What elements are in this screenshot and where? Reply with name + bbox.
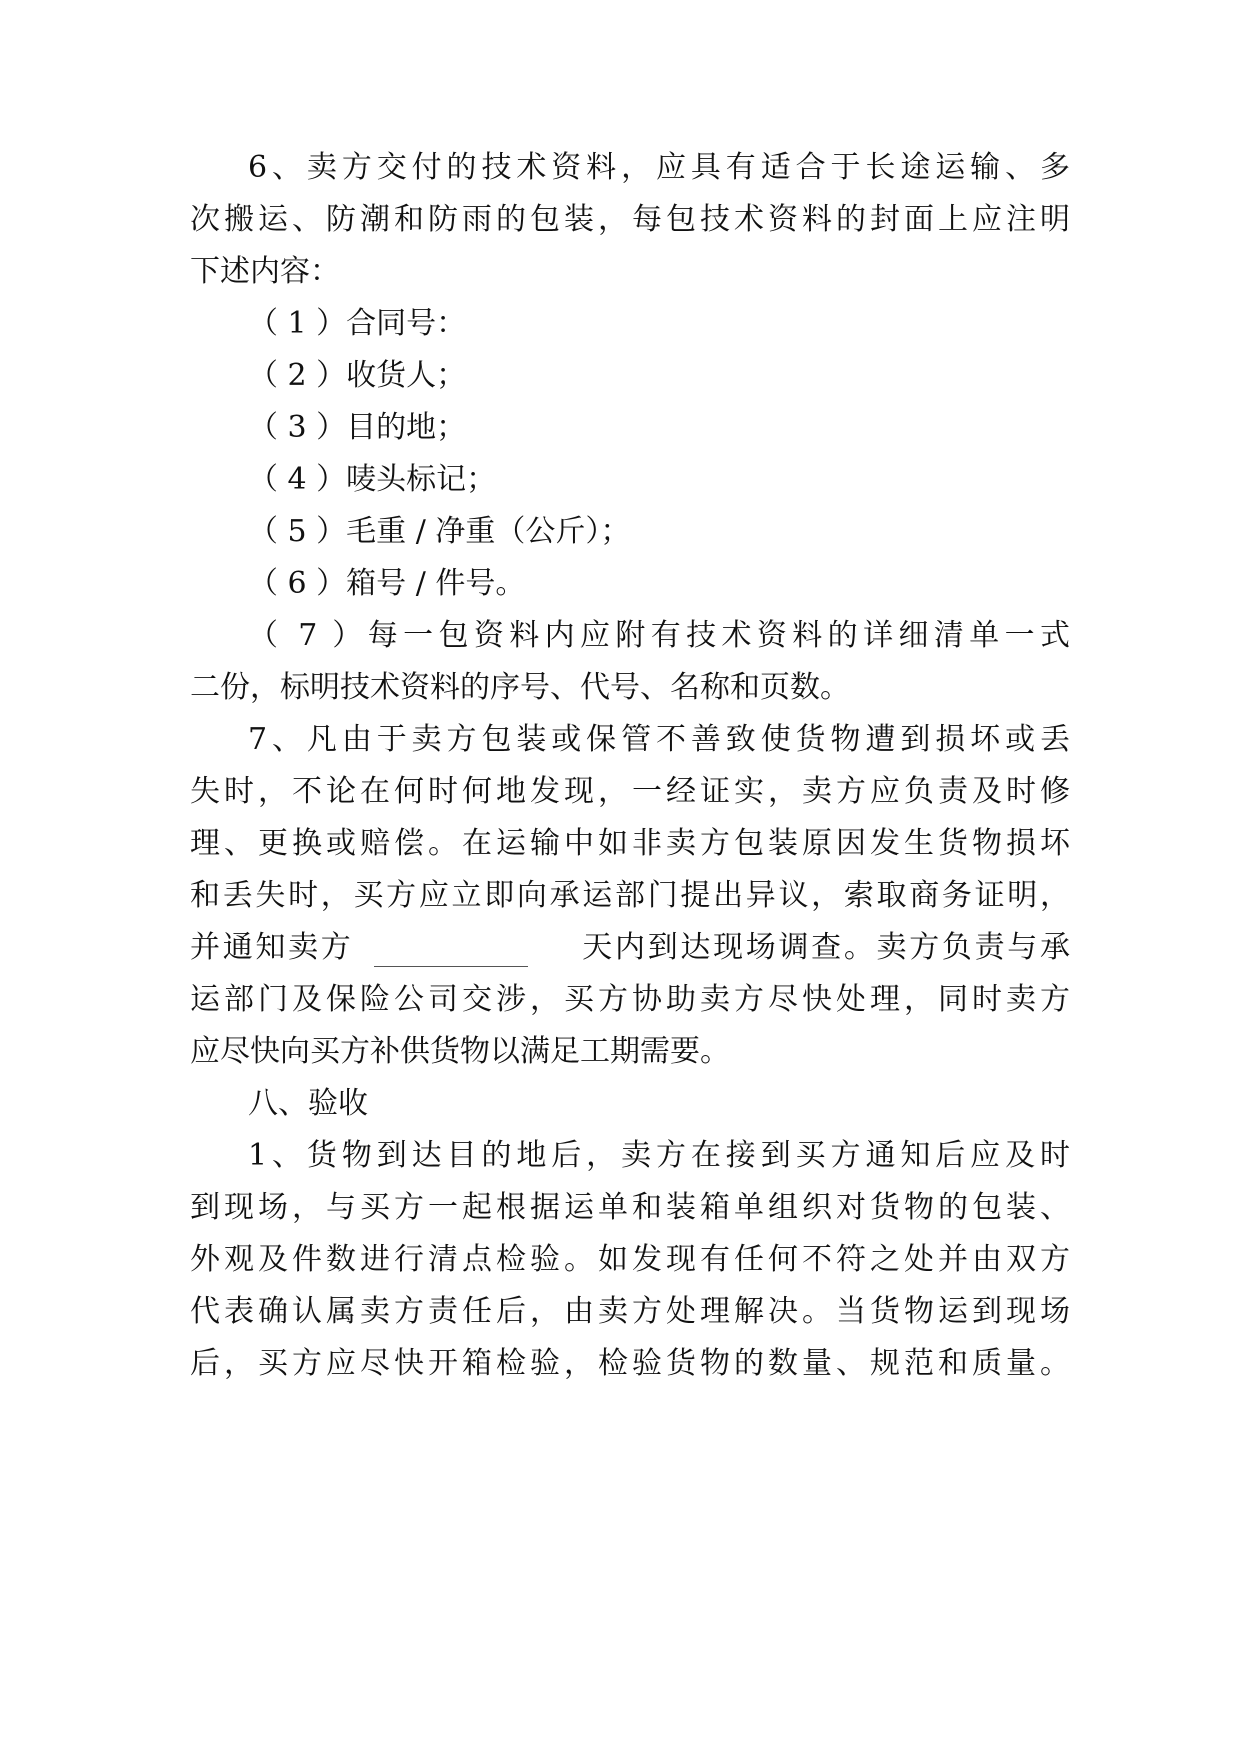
paragraph-7-line-1: 7、凡由于卖方包装或保管不善致使货物遭到损坏或丢 bbox=[248, 722, 1070, 757]
list-item-1: （ 1 ）合同号： bbox=[248, 306, 467, 341]
list-item-5: （ 5 ）毛重 / 净重（公斤）； bbox=[248, 514, 631, 549]
section-heading-acceptance: 八、验收 bbox=[248, 1086, 368, 1121]
paragraph-6-line-1: 6、卖方交付的技术资料，应具有适合于长途运输、多 bbox=[248, 150, 1070, 185]
paragraph-6-line-3: 下述内容： bbox=[190, 254, 340, 289]
list-item-4: （ 4 ）唛头标记； bbox=[248, 462, 497, 497]
paragraph-7-line-3: 理、更换或赔偿。在运输中如非卖方包装原因发生货物损坏 bbox=[190, 826, 1070, 861]
acceptance-para-1-line-3: 外观及件数进行清点检验。如发现有任何不符之处并由双方 bbox=[190, 1242, 1070, 1277]
paragraph-7-line-7: 应尽快向买方补供货物以满足工期需要。 bbox=[190, 1034, 730, 1069]
list-item-6: （ 6 ）箱号 / 件号。 bbox=[248, 566, 526, 601]
list-item-2: （ 2 ）收货人； bbox=[248, 358, 467, 393]
acceptance-para-1-line-5: 后，买方应尽快开箱检验，检验货物的数量、规范和质量。 bbox=[190, 1346, 1070, 1381]
list-item-3: （ 3 ）目的地； bbox=[248, 410, 467, 445]
paragraph-7-line-6: 运部门及保险公司交涉，买方协助卖方尽快处理，同时卖方 bbox=[190, 982, 1070, 1017]
paragraph-7-line-5: 并通知卖方 天内到达现场调查。卖方负责与承 bbox=[190, 930, 1070, 965]
paragraph-7-line-2: 失时，不论在何时何地发现，一经证实，卖方应负责及时修 bbox=[190, 774, 1070, 809]
days-fill-in-blank bbox=[374, 966, 528, 967]
acceptance-para-1-line-1: 1、货物到达目的地后，卖方在接到买方通知后应及时 bbox=[248, 1138, 1070, 1173]
list-item-7-line-2: 二份，标明技术资料的序号、代号、名称和页数。 bbox=[190, 670, 850, 705]
acceptance-para-1-line-4: 代表确认属卖方责任后，由卖方处理解决。当货物运到现场 bbox=[190, 1294, 1070, 1329]
paragraph-7-line-4: 和丢失时，买方应立即向承运部门提出异议，索取商务证明， bbox=[190, 878, 1070, 913]
acceptance-para-1-line-2: 到现场，与买方一起根据运单和装箱单组织对货物的包装、 bbox=[190, 1190, 1070, 1225]
paragraph-6-line-2: 次搬运、防潮和防雨的包装，每包技术资料的封面上应注明 bbox=[190, 202, 1070, 237]
list-item-7-line-1: （ 7 ）每一包资料内应附有技术资料的详细清单一式 bbox=[248, 618, 1070, 653]
